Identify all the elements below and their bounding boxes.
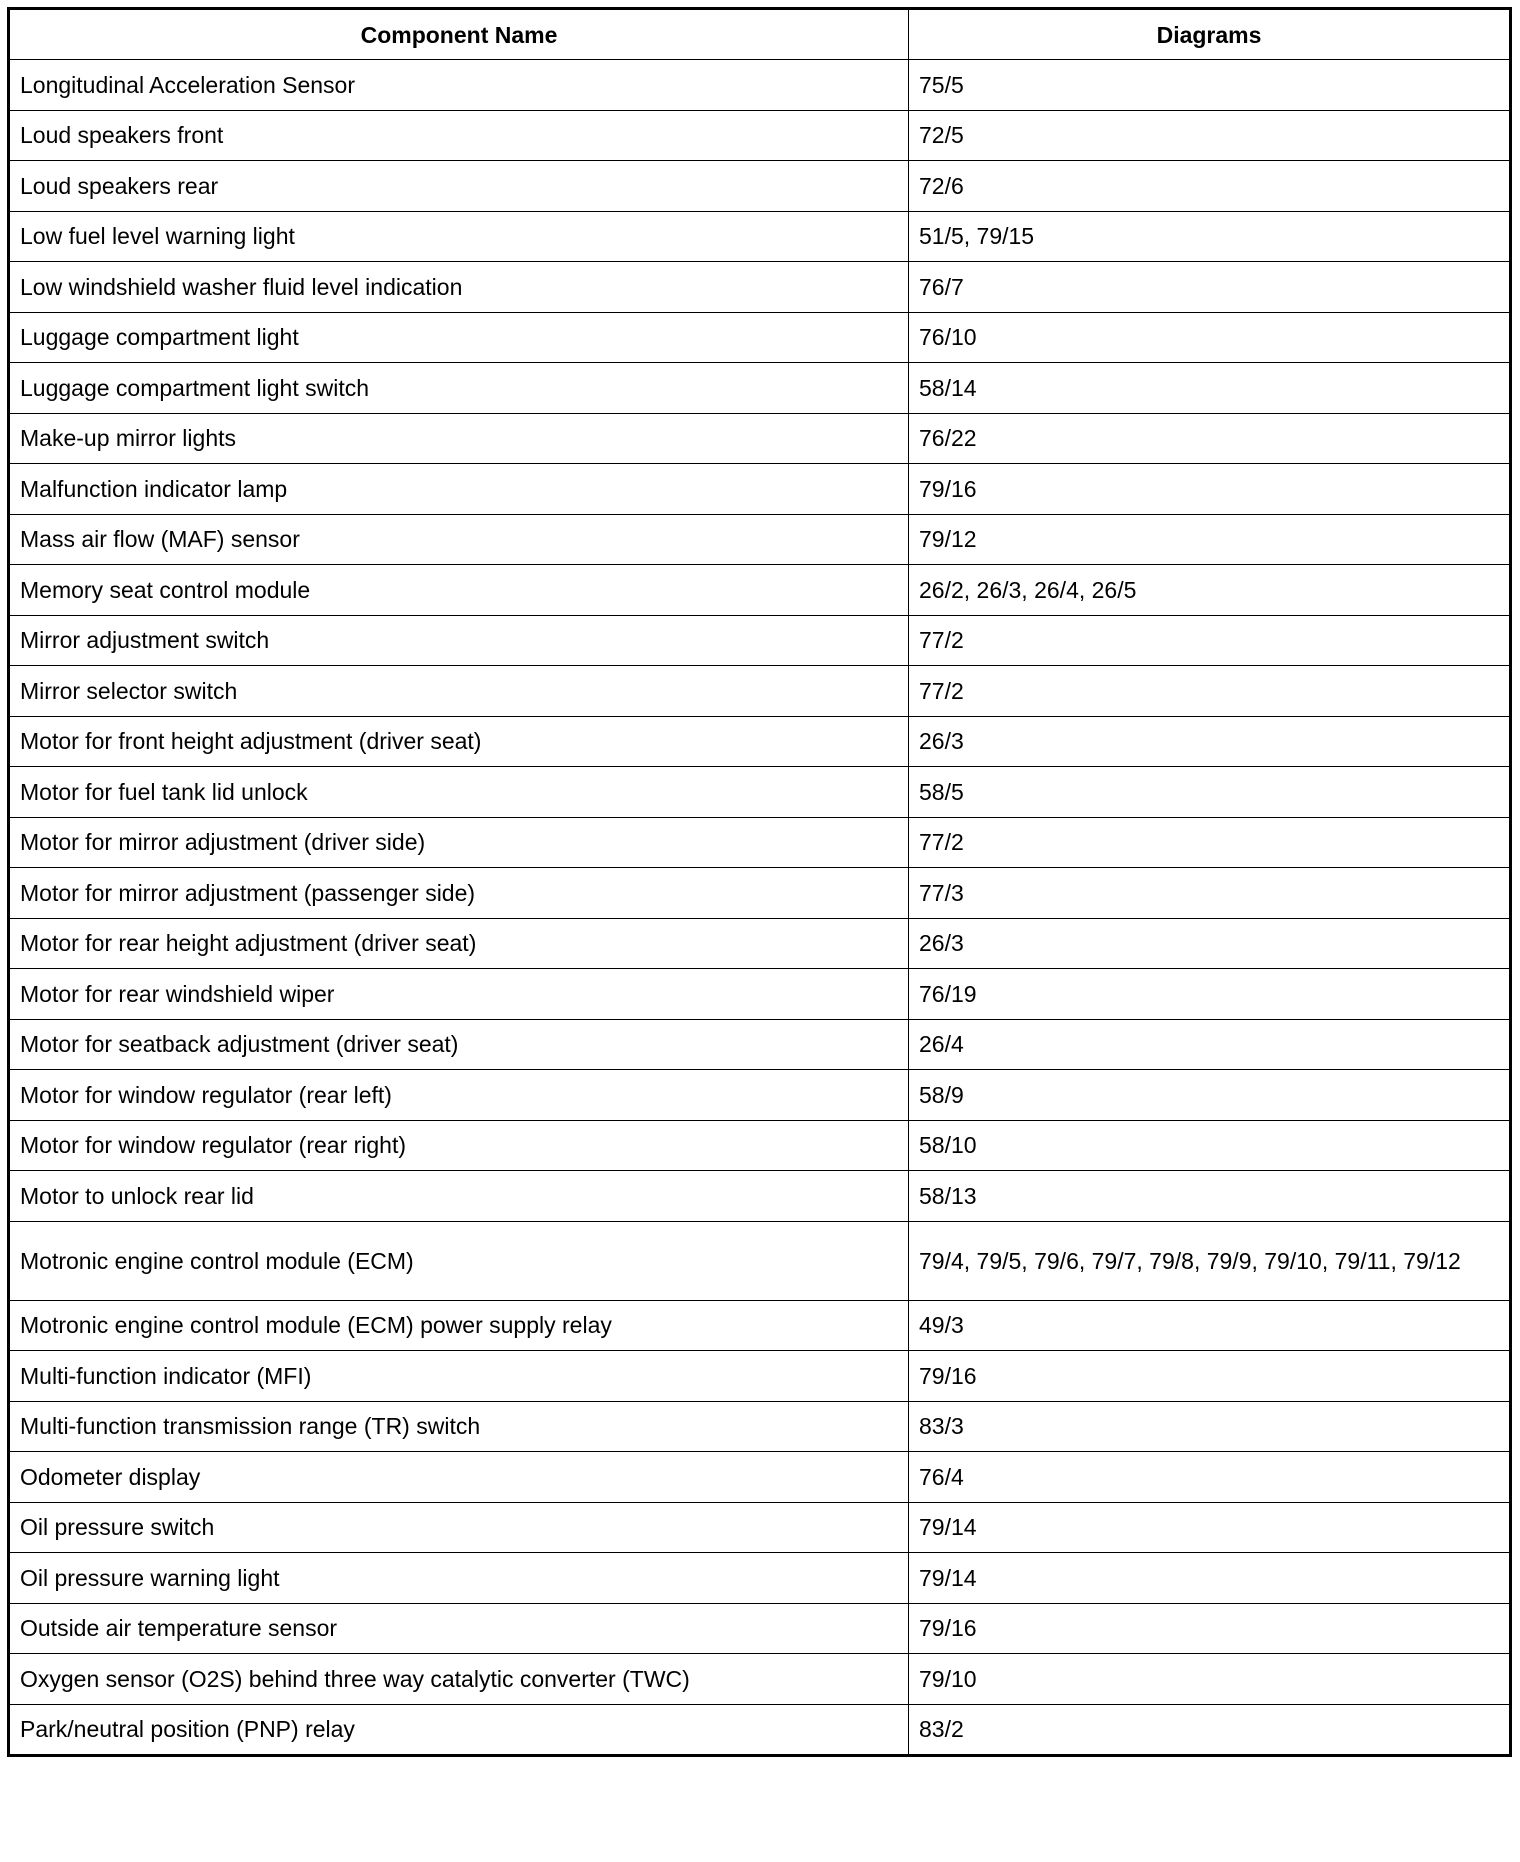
diagrams-cell: 79/16 [909, 1603, 1511, 1654]
component-name-cell: Luggage compartment light switch [9, 363, 909, 414]
component-name-cell: Longitudinal Acceleration Sensor [9, 60, 909, 111]
component-table [7, 7, 1512, 1757]
header-diagrams: Diagrams [909, 9, 1511, 60]
diagrams-cell: 58/14 [909, 363, 1511, 414]
diagrams-cell: 79/10 [909, 1654, 1511, 1705]
table-row [9, 1171, 1511, 1222]
table-row [9, 565, 1511, 616]
table-row [9, 615, 1511, 666]
table-row [9, 1221, 1511, 1300]
component-name-cell: Multi-function indicator (MFI) [9, 1351, 909, 1402]
diagrams-cell: 76/22 [909, 413, 1511, 464]
component-name-cell: Motor for front height adjustment (driver seat) [9, 716, 909, 767]
diagrams-cell: 72/5 [909, 110, 1511, 161]
component-name-cell: Motor for window regulator (rear left) [9, 1070, 909, 1121]
component-name-cell: Low windshield washer fluid level indication [9, 262, 909, 313]
component-name-cell: Low fuel level warning light [9, 211, 909, 262]
component-name-cell: Park/neutral position (PNP) relay [9, 1704, 909, 1756]
table-row [9, 312, 1511, 363]
diagrams-cell: 79/4, 79/5, 79/6, 79/7, 79/8, 79/9, 79/10, 79/11, 79/12 [909, 1221, 1511, 1300]
component-name-cell: Loud speakers front [9, 110, 909, 161]
table-row [9, 1654, 1511, 1705]
diagrams-cell: 75/5 [909, 60, 1511, 111]
table-row [9, 969, 1511, 1020]
table-row [9, 1603, 1511, 1654]
table-row [9, 716, 1511, 767]
component-name-cell: Memory seat control module [9, 565, 909, 616]
diagrams-cell: 58/10 [909, 1120, 1511, 1171]
diagrams-cell: 77/2 [909, 817, 1511, 868]
component-name-cell: Motor for rear windshield wiper [9, 969, 909, 1020]
table-row [9, 211, 1511, 262]
table-row [9, 60, 1511, 111]
diagrams-cell: 58/13 [909, 1171, 1511, 1222]
table-row [9, 363, 1511, 414]
diagrams-cell: 83/3 [909, 1401, 1511, 1452]
table-row [9, 1502, 1511, 1553]
table-row [9, 666, 1511, 717]
component-name-cell: Malfunction indicator lamp [9, 464, 909, 515]
header-component-name: Component Name [9, 9, 909, 60]
component-name-cell: Motor for seatback adjustment (driver seat) [9, 1019, 909, 1070]
diagrams-cell: 83/2 [909, 1704, 1511, 1756]
diagrams-cell: 76/19 [909, 969, 1511, 1020]
table-row [9, 1070, 1511, 1121]
component-name-cell: Motor for rear height adjustment (driver seat) [9, 918, 909, 969]
table-row [9, 1704, 1511, 1756]
component-name-cell: Motronic engine control module (ECM) power supply relay [9, 1300, 909, 1351]
component-name-cell: Mass air flow (MAF) sensor [9, 514, 909, 565]
component-name-cell: Motor for mirror adjustment (driver side) [9, 817, 909, 868]
component-name-cell: Motronic engine control module (ECM) [9, 1221, 909, 1300]
component-name-cell: Oil pressure switch [9, 1502, 909, 1553]
diagrams-cell: 72/6 [909, 161, 1511, 212]
component-name-cell: Motor for fuel tank lid unlock [9, 767, 909, 818]
component-name-cell: Outside air temperature sensor [9, 1603, 909, 1654]
table-body [9, 60, 1511, 1756]
table-row [9, 161, 1511, 212]
diagrams-cell: 77/2 [909, 615, 1511, 666]
component-name-cell: Mirror adjustment switch [9, 615, 909, 666]
table-row [9, 464, 1511, 515]
table-header-row [9, 9, 1511, 60]
diagrams-cell: 58/9 [909, 1070, 1511, 1121]
component-name-cell: Mirror selector switch [9, 666, 909, 717]
table-row [9, 413, 1511, 464]
diagrams-cell: 26/3 [909, 716, 1511, 767]
component-name-cell: Luggage compartment light [9, 312, 909, 363]
table-row [9, 1300, 1511, 1351]
table-row [9, 110, 1511, 161]
diagrams-cell: 79/14 [909, 1502, 1511, 1553]
diagrams-cell: 26/4 [909, 1019, 1511, 1070]
diagrams-cell: 51/5, 79/15 [909, 211, 1511, 262]
table-row [9, 767, 1511, 818]
table-row [9, 262, 1511, 313]
component-name-cell: Loud speakers rear [9, 161, 909, 212]
component-name-cell: Odometer display [9, 1452, 909, 1503]
table-row [9, 868, 1511, 919]
table-row [9, 817, 1511, 868]
diagrams-cell: 77/2 [909, 666, 1511, 717]
diagrams-cell: 49/3 [909, 1300, 1511, 1351]
diagrams-cell: 77/3 [909, 868, 1511, 919]
table-row [9, 1452, 1511, 1503]
diagrams-cell: 76/10 [909, 312, 1511, 363]
diagrams-cell: 26/3 [909, 918, 1511, 969]
diagrams-cell: 58/5 [909, 767, 1511, 818]
table-row [9, 1351, 1511, 1402]
diagrams-cell: 79/16 [909, 464, 1511, 515]
table-row [9, 514, 1511, 565]
table-row [9, 1019, 1511, 1070]
component-name-cell: Make-up mirror lights [9, 413, 909, 464]
component-name-cell: Motor to unlock rear lid [9, 1171, 909, 1222]
component-name-cell: Multi-function transmission range (TR) switch [9, 1401, 909, 1452]
component-name-cell: Oxygen sensor (O2S) behind three way catalytic converter (TWC) [9, 1654, 909, 1705]
diagrams-cell: 26/2, 26/3, 26/4, 26/5 [909, 565, 1511, 616]
diagrams-cell: 79/14 [909, 1553, 1511, 1604]
table-row [9, 918, 1511, 969]
table-row [9, 1401, 1511, 1452]
table-row [9, 1120, 1511, 1171]
diagrams-cell: 76/4 [909, 1452, 1511, 1503]
diagrams-cell: 79/16 [909, 1351, 1511, 1402]
component-name-cell: Oil pressure warning light [9, 1553, 909, 1604]
component-name-cell: Motor for window regulator (rear right) [9, 1120, 909, 1171]
diagrams-cell: 76/7 [909, 262, 1511, 313]
table-row [9, 1553, 1511, 1604]
component-name-cell: Motor for mirror adjustment (passenger side) [9, 868, 909, 919]
diagrams-cell: 79/12 [909, 514, 1511, 565]
